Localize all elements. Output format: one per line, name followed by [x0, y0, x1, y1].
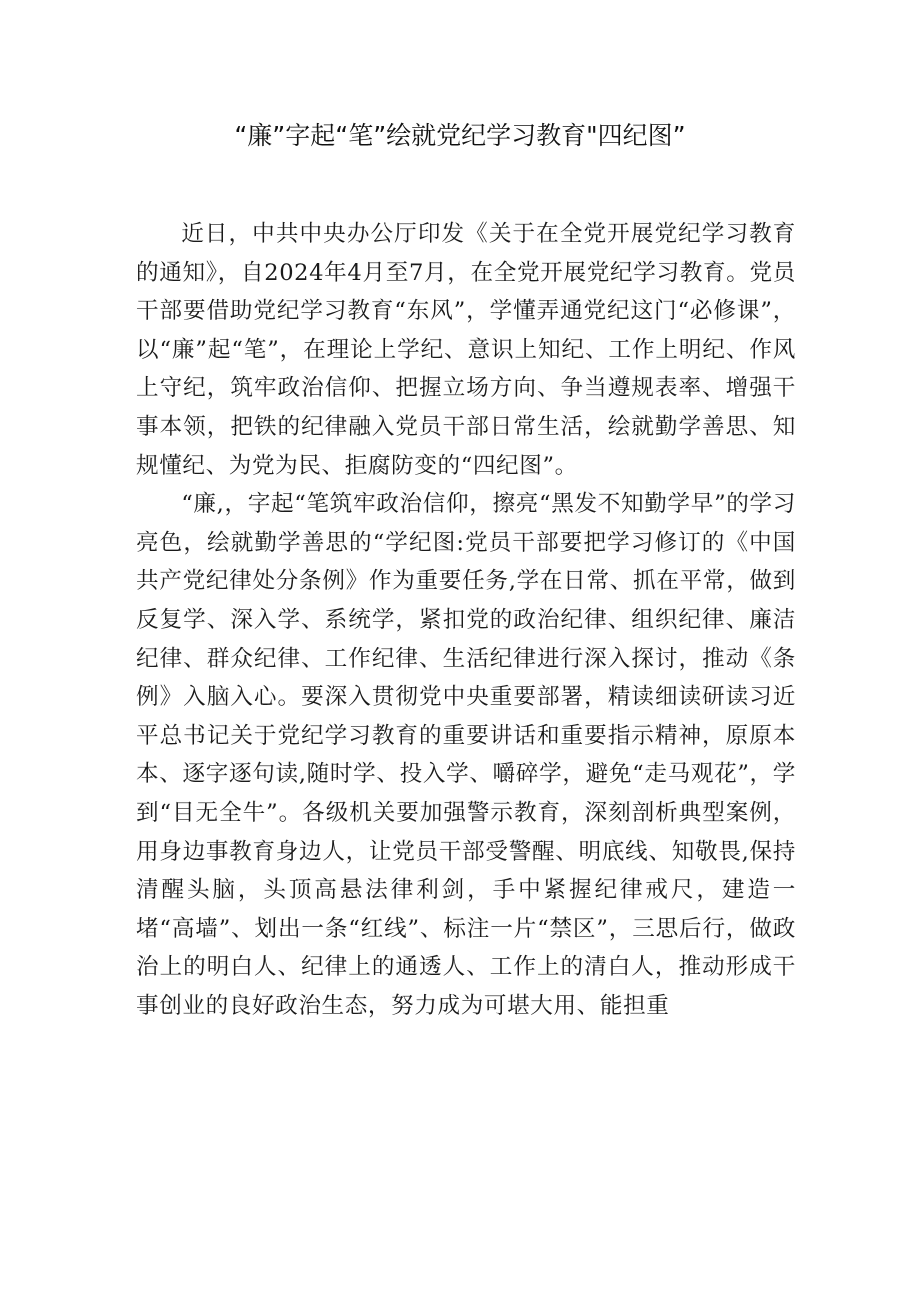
paragraph-2: “廉,，字起“笔筑牢政治信仰，擦亮“黑发不知勤学早”的学习亮色，绘就勤学善思的“学纪图:党员干部要把学习修订的《中国共产党纪律处分条例》作为重要任务,学在日常、抓在平常，做到反复学、深入学、系统学，紧扣党的政治纪律、组织纪律、廉洁纪律、群众纪律、工作纪律、生活纪律进行深入探讨，推动《条例》入脑入心。要深入贯彻党中央重要部署，精读细读研读习近平总书记关于党纪学习教育的重要讲话和重要指示精神，原原本本、逐字逐句读,随时学、投入学、嚼碎学，避免“走马观花”，学到“目无全牛”。各级机关要加强警示教育，深刻剖析典型案例，用身边事教育身边人，让党员干部受警醒、明底线、知敬畏,保持清醒头脑，头顶高悬法律利剑，手中紧握纪律戒尺，建造一堵“高墙”、划出一条“红线”、标注一片“禁区”，三思后行，做政治上的明白人、纪律上的通透人、工作上的清白人，推动形成干事创业的良好政治生态，努力成为可堪大用、能担重: [136, 491, 796, 1019]
paragraph-1: 近日，中共中央办公厅印发《关于在全党开展党纪学习教育的通知》，自2024年4月至7月，在全党开展党纪学习教育。党员干部要借助党纪学习教育“东风”，学懂弄通党纪这门“必修课”，以“廉”起“笔”，在理论上学纪、意识上知纪、工作上明纪、作风上守纪，筑牢政治信仰、把握立场方向、争当遵规表率、增强干事本领，把铁的纪律融入党员干部日常生活，绘就勤学善思、知规懂纪、为党为民、拒腐防变的“四纪图”。: [136, 221, 796, 479]
document-body: [136, 215, 796, 1025]
document-title: “廉”字起“笔”绘就党纪学习教育"四纪图”: [234, 121, 686, 150]
